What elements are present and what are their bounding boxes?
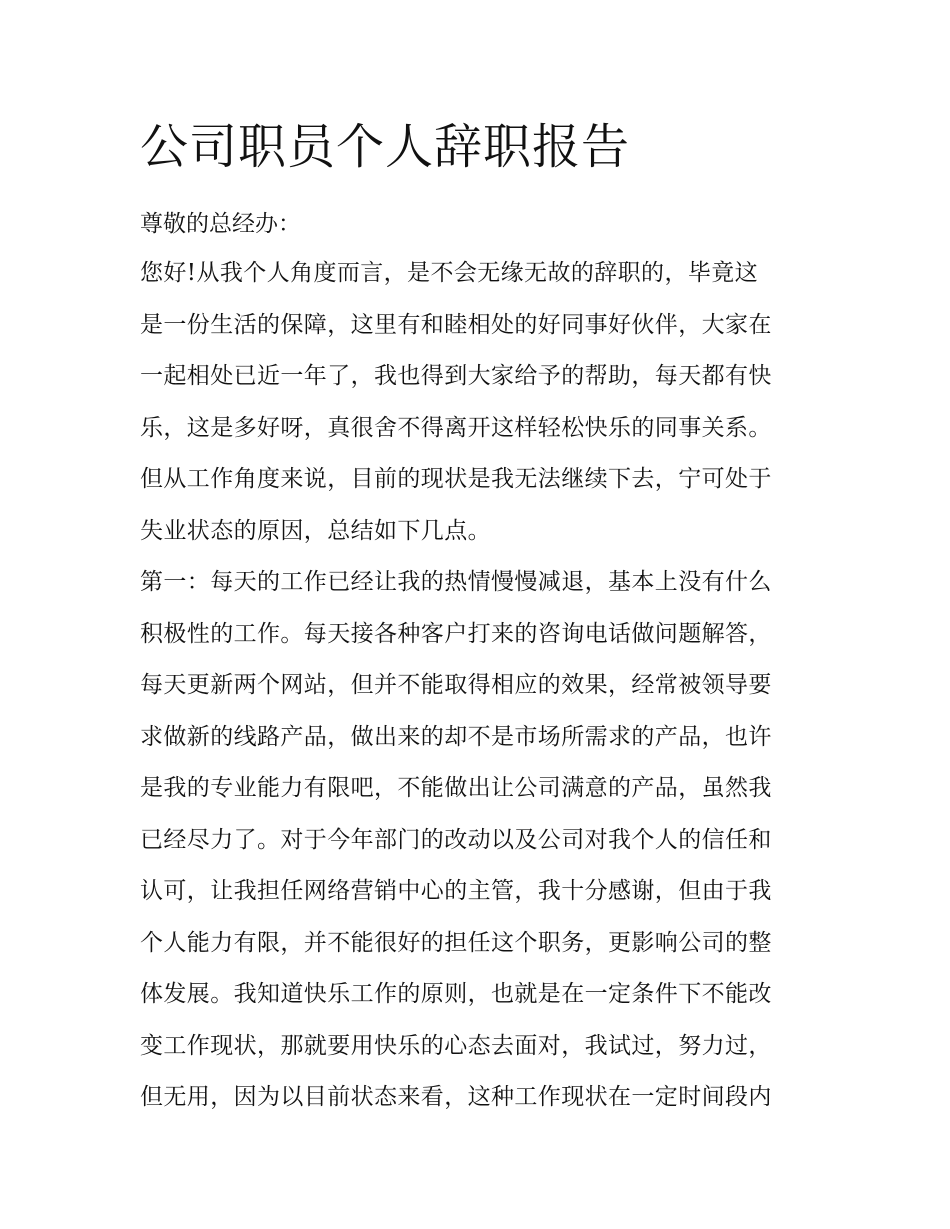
body-line: 积极性的工作。每天接各种客户打来的咨询电话做问题解答，: [140, 620, 772, 647]
body-line: 您好!从我个人角度而言，是不会无缘无故的辞职的，毕竟这: [140, 260, 759, 286]
body-text: [140, 253, 820, 1129]
body-line: 每天更新两个网站，但并不能取得相应的效果，经常被领导要: [140, 672, 772, 698]
body-line: 失业状态的原因，总结如下几点。: [140, 517, 491, 544]
body-line: 是我的专业能力有限吧，不能做出让公司满意的产品，虽然我: [140, 775, 772, 801]
document-title: 公司职员个人辞职报告: [140, 119, 631, 175]
body-line: 但从工作角度来说，目前的现状是我无法继续下去，宁可处于: [140, 466, 772, 492]
body-line: 一起相处已近一年了，我也得到大家给予的帮助，每天都有快: [140, 363, 772, 389]
body-line: 变工作现状，那就要用快乐的心态去面对，我试过，努力过，: [140, 1032, 772, 1059]
body-line: 第一：每天的工作已经让我的热情慢慢减退，基本上没有什么: [140, 569, 772, 595]
body-line: 乐，这是多好呀，真很舍不得离开这样轻松快乐的同事关系。: [140, 414, 772, 441]
body-line: 但无用，因为以目前状态来看，这种工作现状在一定时间段内: [140, 1084, 772, 1110]
body-line: 是一份生活的保障，这里有和睦相处的好同事好伙伴，大家在: [140, 311, 772, 338]
greeting-line: 尊敬的总经办：: [140, 211, 301, 237]
body-line: 已经尽力了。对于今年部门的改动以及公司对我个人的信任和: [140, 826, 772, 853]
body-line: 个人能力有限，并不能很好的担任这个职务，更影响公司的整: [140, 929, 772, 956]
body-line: 求做新的线路产品，做出来的却不是市场所需求的产品，也许: [140, 723, 772, 750]
body-line: 体发展。我知道快乐工作的原则，也就是在一定条件下不能改: [140, 981, 772, 1007]
body-line: 认可，让我担任网络营销中心的主管，我十分感谢，但由于我: [140, 878, 772, 904]
